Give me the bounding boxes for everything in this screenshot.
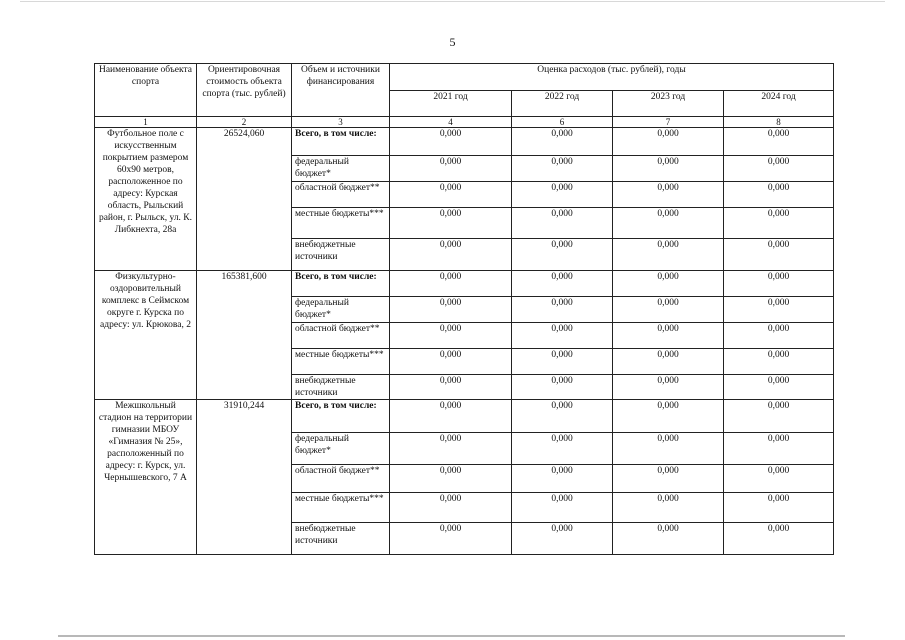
expense-estimate-table xyxy=(94,63,834,555)
scan-edge-bottom xyxy=(58,635,845,637)
funding-source-label: областной бюджет** xyxy=(292,182,390,208)
expense-value: 0,000 xyxy=(512,323,613,349)
page-number: 5 xyxy=(449,35,456,49)
expense-value: 0,000 xyxy=(390,271,512,297)
expense-value: 0,000 xyxy=(724,239,834,271)
expense-value: 0,000 xyxy=(390,128,512,156)
object-cost: 26524,060 xyxy=(197,128,292,271)
expense-value: 0,000 xyxy=(724,182,834,208)
object-name: Футбольное поле с искусственным покрытием размером 60х90 метров, расположенное по адресу: Курская область, Рыльский район, г. Рыльск, ул. К. Либкнехта, 28а xyxy=(95,128,197,271)
expense-value: 0,000 xyxy=(390,323,512,349)
expense-value: 0,000 xyxy=(613,349,724,375)
header-year-2024: 2024 год xyxy=(724,91,834,117)
expense-value: 0,000 xyxy=(724,349,834,375)
expense-value: 0,000 xyxy=(390,400,512,433)
expense-value: 0,000 xyxy=(613,271,724,297)
funding-source-label: внебюджетные источники xyxy=(292,523,390,555)
scan-edge-top xyxy=(20,1,885,2)
expense-value: 0,000 xyxy=(390,465,512,493)
expense-value: 0,000 xyxy=(613,323,724,349)
expense-value: 0,000 xyxy=(390,433,512,465)
expense-value: 0,000 xyxy=(613,465,724,493)
column-number: 3 xyxy=(292,117,390,128)
funding-source-label: областной бюджет** xyxy=(292,323,390,349)
expense-value: 0,000 xyxy=(512,182,613,208)
expense-value: 0,000 xyxy=(390,375,512,400)
object-name: Межшкольный стадион на территории гимназии МБОУ «Гимназия № 25», расположенный по адресу: г. Курск, ул. Чернышевского, 7 А xyxy=(95,400,197,555)
funding-source-label: внебюджетные источники xyxy=(292,375,390,400)
table-row xyxy=(95,128,834,156)
expense-value: 0,000 xyxy=(724,208,834,239)
header-year-2023: 2023 год xyxy=(613,91,724,117)
funding-source-label: федеральный бюджет* xyxy=(292,297,390,323)
header-object-name: Наименование объекта спорта xyxy=(95,64,197,117)
expense-value: 0,000 xyxy=(512,271,613,297)
expense-value: 0,000 xyxy=(724,400,834,433)
expense-value: 0,000 xyxy=(512,349,613,375)
expense-value: 0,000 xyxy=(390,208,512,239)
funding-total-label: Всего, в том числе: xyxy=(292,271,390,297)
funding-total-label: Всего, в том числе: xyxy=(292,128,390,156)
expense-value: 0,000 xyxy=(724,523,834,555)
column-number: 1 xyxy=(95,117,197,128)
expense-value: 0,000 xyxy=(390,349,512,375)
expense-value: 0,000 xyxy=(390,156,512,182)
funding-total-label: Всего, в том числе: xyxy=(292,400,390,433)
expense-value: 0,000 xyxy=(512,523,613,555)
funding-source-label: местные бюджеты*** xyxy=(292,493,390,523)
header-approx-cost: Ориентировочная стоимость объекта спорта (тыс. рублей) xyxy=(197,64,292,117)
expense-value: 0,000 xyxy=(724,271,834,297)
expense-value: 0,000 xyxy=(512,156,613,182)
header-year-2022: 2022 год xyxy=(512,91,613,117)
funding-source-label: федеральный бюджет* xyxy=(292,156,390,182)
expense-value: 0,000 xyxy=(512,128,613,156)
column-number: 6 xyxy=(512,117,613,128)
funding-source-label: местные бюджеты*** xyxy=(292,349,390,375)
expense-value: 0,000 xyxy=(512,297,613,323)
column-number: 2 xyxy=(197,117,292,128)
expense-value: 0,000 xyxy=(390,493,512,523)
header-year-2021: 2021 год xyxy=(390,91,512,117)
expense-value: 0,000 xyxy=(613,182,724,208)
expense-value: 0,000 xyxy=(613,375,724,400)
column-number: 7 xyxy=(613,117,724,128)
expense-value: 0,000 xyxy=(724,128,834,156)
expense-value: 0,000 xyxy=(512,400,613,433)
expense-value: 0,000 xyxy=(613,128,724,156)
expense-value: 0,000 xyxy=(512,493,613,523)
expense-value: 0,000 xyxy=(512,208,613,239)
expense-value: 0,000 xyxy=(613,433,724,465)
expense-value: 0,000 xyxy=(724,323,834,349)
table-row xyxy=(95,400,834,433)
expense-value: 0,000 xyxy=(512,239,613,271)
funding-source-label: внебюджетные источники xyxy=(292,239,390,271)
expense-value: 0,000 xyxy=(613,523,724,555)
expense-value: 0,000 xyxy=(724,156,834,182)
expense-value: 0,000 xyxy=(724,465,834,493)
expense-value: 0,000 xyxy=(512,433,613,465)
object-cost: 165381,600 xyxy=(197,271,292,400)
funding-source-label: федеральный бюджет* xyxy=(292,433,390,465)
table-row xyxy=(95,271,834,297)
header-funding-source: Объем и источники финансирования xyxy=(292,64,390,117)
expense-value: 0,000 xyxy=(390,297,512,323)
column-number: 4 xyxy=(390,117,512,128)
expense-value: 0,000 xyxy=(613,239,724,271)
object-name: Физкультурно-оздоровительный комплекс в Сеймском округе г. Курска по адресу: ул. Крюкова, 2 xyxy=(95,271,197,400)
funding-source-label: областной бюджет** xyxy=(292,465,390,493)
expense-value: 0,000 xyxy=(724,375,834,400)
object-cost: 31910,244 xyxy=(197,400,292,555)
expense-value: 0,000 xyxy=(613,297,724,323)
column-number: 8 xyxy=(724,117,834,128)
expense-value: 0,000 xyxy=(613,493,724,523)
table-body xyxy=(95,128,834,555)
expense-value: 0,000 xyxy=(512,465,613,493)
expense-value: 0,000 xyxy=(390,182,512,208)
funding-source-label: местные бюджеты*** xyxy=(292,208,390,239)
expense-value: 0,000 xyxy=(390,523,512,555)
expense-value: 0,000 xyxy=(613,400,724,433)
header-expense-estimate: Оценка расходов (тыс. рублей), годы xyxy=(390,64,834,91)
expense-value: 0,000 xyxy=(512,375,613,400)
expense-value: 0,000 xyxy=(613,156,724,182)
expense-value: 0,000 xyxy=(390,239,512,271)
expense-value: 0,000 xyxy=(724,433,834,465)
expense-value: 0,000 xyxy=(724,493,834,523)
expense-value: 0,000 xyxy=(613,208,724,239)
expense-value: 0,000 xyxy=(724,297,834,323)
